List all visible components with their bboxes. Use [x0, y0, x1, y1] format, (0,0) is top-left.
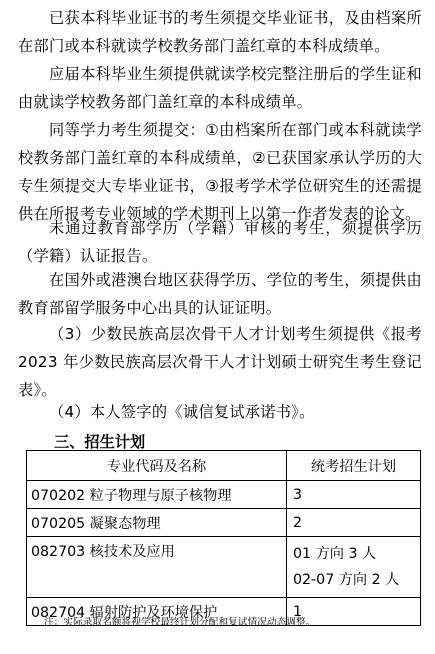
plan-cell: 2 — [287, 509, 421, 537]
plan-line: 02-07 方向 2 人 — [293, 572, 400, 588]
major-cell: 070205 凝聚态物理 — [27, 509, 287, 537]
paragraph-integrity-pledge: （4）本人签字的《诚信复试承诺书》。 — [49, 403, 315, 421]
plan-cell — [287, 537, 421, 598]
table-row — [27, 509, 421, 537]
plan-cell: 3 — [287, 481, 421, 509]
table-row — [27, 537, 421, 598]
column-header-plan: 统考招生计划 — [287, 451, 421, 481]
major-cell: 082703 核技术及应用 — [27, 537, 287, 598]
major-cell: 070202 粒子物理与原子核物理 — [27, 481, 287, 509]
paragraph-overseas-degree: 在国外或港澳台地区获得学历、学位的考生，须提供由教育部留学服务中心出具的认证证明。 — [18, 271, 422, 317]
column-header-major: 专业代码及名称 — [27, 451, 287, 481]
section-heading-enrollment-plan: 三、招生计划 — [54, 433, 146, 451]
plan-line: 01 方向 3 人 — [293, 546, 377, 562]
paragraph-equivalent-education: 同等学力考生须提交：①由档案所在部门或本科就读学校教务部门盖红章的本科成绩单，②已获国家承认学历的大专生须提交大专毕业证书，③报考学术学位研究生的还需提供在所报考专业领域的学术期刊上以第一作者发表的论文。 — [18, 121, 422, 223]
paragraph-minority-program: （3）少数民族高层次骨干人才计划考生须提供《报考 2023 年少数民族高层次骨干人才计划硕士研究生考生登记表》。 — [18, 325, 422, 399]
major-cell: 082704 辐射防护及环境保护 — [27, 598, 287, 626]
enrollment-plan-table — [26, 450, 421, 626]
paragraph-unverified-education: 未通过教育部学历（学籍）审核的考生，须提供学历（学籍）认证报告。 — [18, 219, 422, 265]
paragraph-fresh-graduates: 应届本科毕业生须提供就读学校完整注册后的学生证和由就读学校教务部门盖红章的本科成绩单。 — [18, 65, 422, 111]
table-header-row — [27, 451, 421, 481]
footnote: 注：实际录取名额将视学校最终计划分配和复试情况动态调整。 — [44, 617, 316, 628]
table-row — [27, 481, 421, 509]
paragraph-graduation-certificate: 已获本科毕业证书的考生须提交毕业证书，及由档案所在部门或本科就读学校教务部门盖红章的本科成绩单。 — [18, 9, 422, 55]
plan-cell: 1 — [287, 598, 421, 626]
